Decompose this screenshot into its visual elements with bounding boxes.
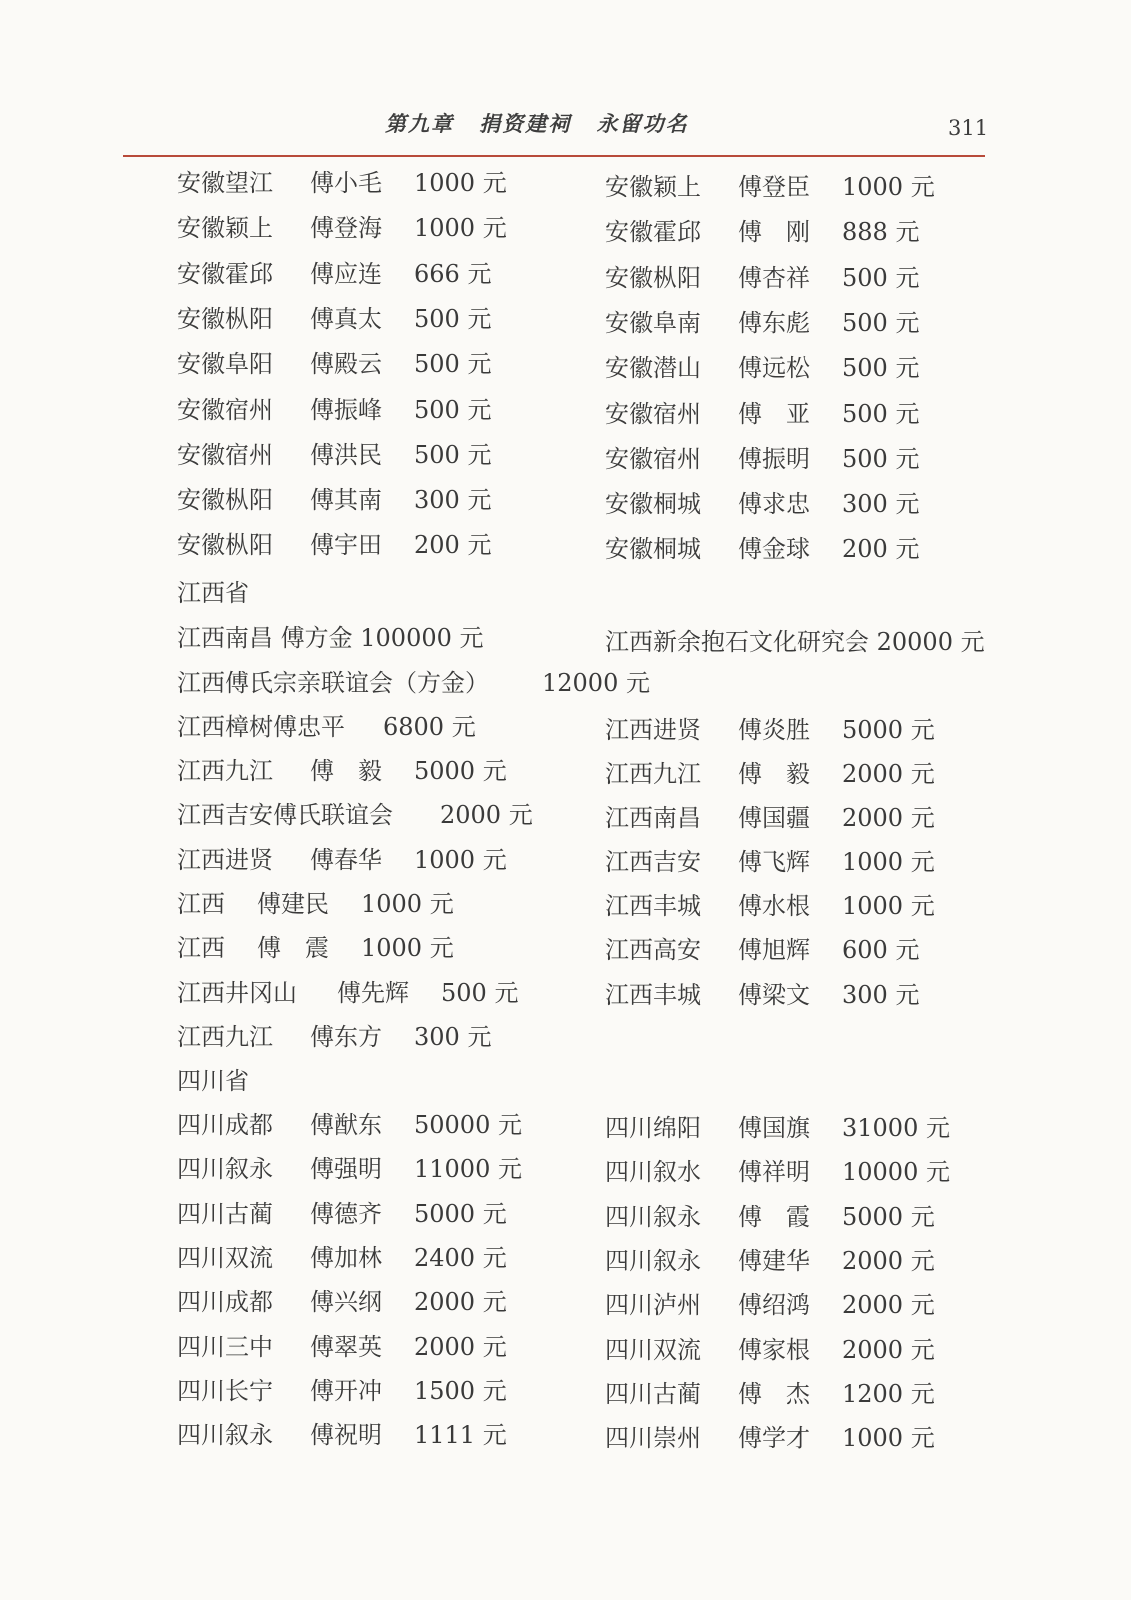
donor-entry bbox=[605, 1246, 935, 1276]
donor-location: 安徽宿州 bbox=[605, 399, 701, 428]
donor-name: 傅梁文 bbox=[738, 981, 810, 1009]
donor-entry bbox=[177, 259, 491, 289]
donor-location: 安徽枞阳 bbox=[177, 304, 273, 333]
donor-entry bbox=[605, 1202, 935, 1232]
donor-name: 傅猷东 bbox=[310, 1111, 382, 1139]
donor-amount: 1000 元 bbox=[842, 892, 935, 920]
donor-location: 江西丰城 bbox=[605, 892, 701, 920]
donor-amount: 500 元 bbox=[842, 354, 920, 383]
donor-amount: 500 元 bbox=[441, 979, 519, 1007]
donor-amount: 5000 元 bbox=[842, 1202, 935, 1231]
donor-name: 傅兴纲 bbox=[310, 1288, 382, 1317]
donor-entry bbox=[605, 534, 919, 564]
donor-amount: 888 元 bbox=[842, 218, 920, 247]
donor-entry bbox=[177, 1022, 491, 1052]
donor-name: 傅翠英 bbox=[310, 1332, 382, 1361]
donor-name: 傅振峰 bbox=[310, 395, 382, 424]
donor-entry bbox=[605, 399, 919, 429]
donor-location: 江西丰城 bbox=[605, 981, 701, 1009]
donor-amount: 1000 元 bbox=[842, 848, 935, 876]
donor-amount: 10000 元 bbox=[842, 1158, 950, 1187]
donor-entry bbox=[177, 440, 491, 470]
donor-amount: 666 元 bbox=[414, 259, 492, 288]
donor-name: 傅 刚 bbox=[738, 218, 810, 247]
donor-entry bbox=[177, 395, 491, 425]
donor-amount: 1000 元 bbox=[361, 890, 454, 918]
donor-amount: 1000 元 bbox=[842, 173, 935, 201]
donor-location: 安徽潜山 bbox=[605, 354, 701, 383]
donor-location: 安徽桐城 bbox=[605, 490, 701, 519]
donor-amount: 500 元 bbox=[842, 444, 920, 473]
donor-entry bbox=[605, 759, 935, 789]
donor-name: 傅登臣 bbox=[738, 173, 810, 201]
donor-amount: 31000 元 bbox=[842, 1114, 950, 1142]
donor-entry bbox=[177, 213, 507, 243]
donor-entry bbox=[605, 1290, 935, 1320]
donor-entry bbox=[605, 1335, 935, 1365]
donor-location: 江西吉安 bbox=[605, 848, 701, 876]
donor-name: 傅飞辉 bbox=[738, 848, 810, 876]
donor-location: 安徽霍邱 bbox=[177, 259, 273, 288]
donor-location: 江西高安 bbox=[605, 936, 701, 964]
donor-entry bbox=[177, 800, 533, 830]
donor-name: 傅 霞 bbox=[738, 1202, 810, 1231]
donor-amount: 2400 元 bbox=[414, 1243, 507, 1272]
donor-entry bbox=[177, 349, 491, 379]
donor-entry bbox=[177, 530, 491, 560]
donor-amount: 2000 元 bbox=[842, 804, 935, 832]
donor-location: 四川双流 bbox=[177, 1243, 273, 1272]
donor-location: 安徽望江 bbox=[177, 169, 273, 197]
donor-location: 江西南昌 bbox=[605, 804, 701, 832]
donor-entry bbox=[605, 1423, 935, 1453]
donor-location: 安徽桐城 bbox=[605, 535, 701, 564]
donor-location: 安徽阜阳 bbox=[177, 350, 273, 379]
donor-entry: 江西南昌 傅方金 100000 元 bbox=[177, 624, 484, 652]
donor-entry bbox=[177, 889, 454, 919]
donor-location: 四川泸州 bbox=[605, 1291, 701, 1320]
donor-entry: 江西新余抱石文化研究会 20000 元 bbox=[605, 628, 985, 656]
donor-entry bbox=[177, 485, 491, 515]
donor-amount: 2000 元 bbox=[414, 1288, 507, 1317]
donor-amount: 1500 元 bbox=[414, 1376, 507, 1405]
donor-name: 傅殿云 bbox=[310, 350, 382, 379]
donor-location: 四川崇州 bbox=[605, 1424, 701, 1453]
donor-name: 傅 震 bbox=[257, 934, 329, 962]
donor-location: 四川叙永 bbox=[177, 1155, 273, 1184]
section-heading-sichuan: 四川省 bbox=[177, 1067, 249, 1095]
donor-location: 安徽枞阳 bbox=[605, 263, 701, 292]
donor-amount: 2000 元 bbox=[440, 801, 533, 829]
donor-amount: 11000 元 bbox=[414, 1155, 522, 1184]
donor-entry bbox=[177, 1199, 507, 1229]
donor-name: 傅加林 bbox=[310, 1243, 382, 1272]
donor-entry bbox=[177, 1110, 522, 1140]
donor-location: 江西进贤 bbox=[177, 846, 273, 874]
donor-name: 傅其南 bbox=[310, 486, 382, 515]
donor-location: 江西 bbox=[177, 934, 225, 962]
donor-entry bbox=[605, 172, 935, 202]
donor-entry bbox=[605, 1113, 950, 1143]
donor-amount: 500 元 bbox=[414, 350, 492, 379]
donor-amount: 5000 元 bbox=[414, 1199, 507, 1228]
donor-name: 傅 毅 bbox=[310, 757, 382, 785]
donor-amount: 500 元 bbox=[414, 440, 492, 469]
donor-name: 傅 毅 bbox=[738, 760, 810, 788]
donor-name: 傅振明 bbox=[738, 444, 810, 473]
donor-name: 傅金球 bbox=[738, 535, 810, 564]
donor-entry bbox=[177, 1154, 522, 1184]
donor-amount: 2000 元 bbox=[414, 1332, 507, 1361]
donor-amount: 500 元 bbox=[842, 399, 920, 428]
donor-amount: 500 元 bbox=[414, 304, 492, 333]
donor-amount: 200 元 bbox=[414, 531, 492, 560]
donor-location: 江西九江 bbox=[177, 1023, 273, 1051]
donor-name: 傅建华 bbox=[738, 1246, 810, 1275]
donor-name: 傅应连 bbox=[310, 259, 382, 288]
donor-name: 傅学才 bbox=[738, 1424, 810, 1453]
donor-entry bbox=[605, 1157, 950, 1187]
donor-name: 傅先辉 bbox=[337, 979, 409, 1007]
donor-location: 四川叙永 bbox=[177, 1421, 273, 1450]
donor-location: 江西 bbox=[177, 890, 225, 918]
donor-location: 安徽颖上 bbox=[177, 214, 273, 243]
donor-entry bbox=[605, 353, 919, 383]
donor-amount: 12000 元 bbox=[542, 669, 650, 697]
donor-entry bbox=[177, 1332, 507, 1362]
donor-location: 四川叙水 bbox=[605, 1158, 701, 1187]
donor-name: 傅登海 bbox=[310, 214, 382, 243]
header-rule bbox=[123, 155, 985, 157]
donor-name: 傅远松 bbox=[738, 354, 810, 383]
donor-location: 江西九江 bbox=[605, 760, 701, 788]
donor-amount: 200 元 bbox=[842, 535, 920, 564]
donor-location: 安徽宿州 bbox=[605, 444, 701, 473]
donor-amount: 300 元 bbox=[414, 486, 492, 515]
donor-entry bbox=[605, 891, 935, 921]
page-number: 311 bbox=[948, 116, 989, 140]
donor-location: 安徽宿州 bbox=[177, 440, 273, 469]
donor-amount: 2000 元 bbox=[842, 1335, 935, 1364]
donor-entry bbox=[605, 847, 935, 877]
donor-entry bbox=[605, 980, 919, 1010]
donor-entry bbox=[177, 304, 491, 334]
donor-entry bbox=[605, 263, 919, 293]
donor-location: 四川绵阳 bbox=[605, 1114, 701, 1142]
donor-org: 江西傅氏宗亲联谊会（方金） bbox=[177, 669, 489, 697]
donor-name: 傅国旗 bbox=[738, 1114, 810, 1142]
donor-entry bbox=[605, 935, 919, 965]
donor-location: 四川长宁 bbox=[177, 1376, 273, 1405]
donor-name: 傅开冲 bbox=[310, 1376, 382, 1405]
donor-name: 傅杏祥 bbox=[738, 263, 810, 292]
donor-name: 傅家根 bbox=[738, 1335, 810, 1364]
donor-amount: 1111 元 bbox=[414, 1421, 507, 1450]
donor-entry bbox=[605, 444, 919, 474]
donor-amount: 300 元 bbox=[842, 490, 920, 519]
donor-location: 四川三中 bbox=[177, 1332, 273, 1361]
donor-amount: 6800 元 bbox=[383, 713, 476, 741]
donor-entry bbox=[605, 715, 935, 745]
donor-name: 傅强明 bbox=[310, 1155, 382, 1184]
donor-entry bbox=[605, 803, 935, 833]
donor-name: 傅小毛 bbox=[310, 169, 382, 197]
donor-entry bbox=[605, 489, 919, 519]
donor-amount: 300 元 bbox=[842, 981, 920, 1009]
donor-location: 江西进贤 bbox=[605, 716, 701, 744]
donor-entry bbox=[605, 1379, 935, 1409]
donor-name: 傅宇田 bbox=[310, 531, 382, 560]
donor-entry bbox=[177, 845, 507, 875]
donor-name: 傅德齐 bbox=[310, 1199, 382, 1228]
donor-location: 四川古蔺 bbox=[605, 1379, 701, 1408]
donor-location: 四川双流 bbox=[605, 1335, 701, 1364]
donor-name: 傅春华 bbox=[310, 846, 382, 874]
donor-entry bbox=[177, 933, 454, 963]
section-heading-jiangxi: 江西省 bbox=[177, 579, 249, 607]
donor-location: 安徽枞阳 bbox=[177, 486, 273, 515]
donor-amount: 1000 元 bbox=[361, 934, 454, 962]
donor-name: 傅洪民 bbox=[310, 440, 382, 469]
donor-entry bbox=[605, 308, 919, 338]
donor-amount: 50000 元 bbox=[414, 1111, 522, 1139]
donor-entry bbox=[605, 217, 919, 247]
donor-amount: 5000 元 bbox=[842, 716, 935, 744]
donor-amount: 500 元 bbox=[842, 308, 920, 337]
donor-name: 傅 亚 bbox=[738, 399, 810, 428]
donor-amount: 500 元 bbox=[842, 263, 920, 292]
donor-amount: 2000 元 bbox=[842, 1246, 935, 1275]
donor-name: 傅水根 bbox=[738, 892, 810, 920]
donor-location: 四川成都 bbox=[177, 1288, 273, 1317]
donor-location: 安徽霍邱 bbox=[605, 218, 701, 247]
donor-amount: 1000 元 bbox=[842, 1424, 935, 1453]
donor-org: 江西樟树傅忠平 bbox=[177, 713, 345, 741]
donor-amount: 300 元 bbox=[414, 1023, 492, 1051]
donor-name: 傅求忠 bbox=[738, 490, 810, 519]
donor-amount: 1000 元 bbox=[414, 169, 507, 197]
donor-name: 傅东方 bbox=[310, 1023, 382, 1051]
donor-location: 江西九江 bbox=[177, 757, 273, 785]
donor-entry bbox=[177, 978, 518, 1008]
donor-location: 四川叙永 bbox=[605, 1246, 701, 1275]
donor-name: 傅炎胜 bbox=[738, 716, 810, 744]
donor-amount: 1000 元 bbox=[414, 214, 507, 243]
donor-location: 安徽颖上 bbox=[605, 173, 701, 201]
donor-name: 傅绍鸿 bbox=[738, 1291, 810, 1320]
donor-name: 傅国疆 bbox=[738, 804, 810, 832]
donor-entry bbox=[177, 1287, 507, 1317]
donor-location: 江西井冈山 bbox=[177, 979, 297, 1007]
chapter-title: 第九章 捐资建祠 永留功名 bbox=[385, 112, 689, 136]
donor-entry bbox=[177, 1376, 507, 1406]
donor-amount: 500 元 bbox=[414, 395, 492, 424]
donor-entry bbox=[177, 712, 476, 742]
donor-name: 傅 杰 bbox=[738, 1379, 810, 1408]
donor-org: 江西吉安傅氏联谊会 bbox=[177, 801, 393, 829]
donor-name: 傅东彪 bbox=[738, 308, 810, 337]
donor-name: 傅真太 bbox=[310, 304, 382, 333]
donor-entry bbox=[177, 756, 507, 786]
donor-location: 安徽宿州 bbox=[177, 395, 273, 424]
donor-name: 傅祝明 bbox=[310, 1421, 382, 1450]
donor-entry bbox=[177, 168, 507, 198]
donor-location: 四川成都 bbox=[177, 1111, 273, 1139]
donor-amount: 600 元 bbox=[842, 936, 920, 964]
donor-name: 傅建民 bbox=[257, 890, 329, 918]
donor-name: 傅祥明 bbox=[738, 1158, 810, 1187]
donor-amount: 2000 元 bbox=[842, 760, 935, 788]
donor-location: 四川叙永 bbox=[605, 1202, 701, 1231]
donor-location: 四川古蔺 bbox=[177, 1199, 273, 1228]
donor-amount: 1000 元 bbox=[414, 846, 507, 874]
donor-amount: 2000 元 bbox=[842, 1291, 935, 1320]
donor-entry bbox=[177, 1420, 507, 1450]
donor-amount: 5000 元 bbox=[414, 757, 507, 785]
donor-entry bbox=[177, 668, 650, 698]
donor-location: 安徽枞阳 bbox=[177, 531, 273, 560]
donor-name: 傅旭辉 bbox=[738, 936, 810, 964]
donor-entry bbox=[177, 1243, 507, 1273]
donor-location: 安徽阜南 bbox=[605, 308, 701, 337]
donor-amount: 1200 元 bbox=[842, 1379, 935, 1408]
